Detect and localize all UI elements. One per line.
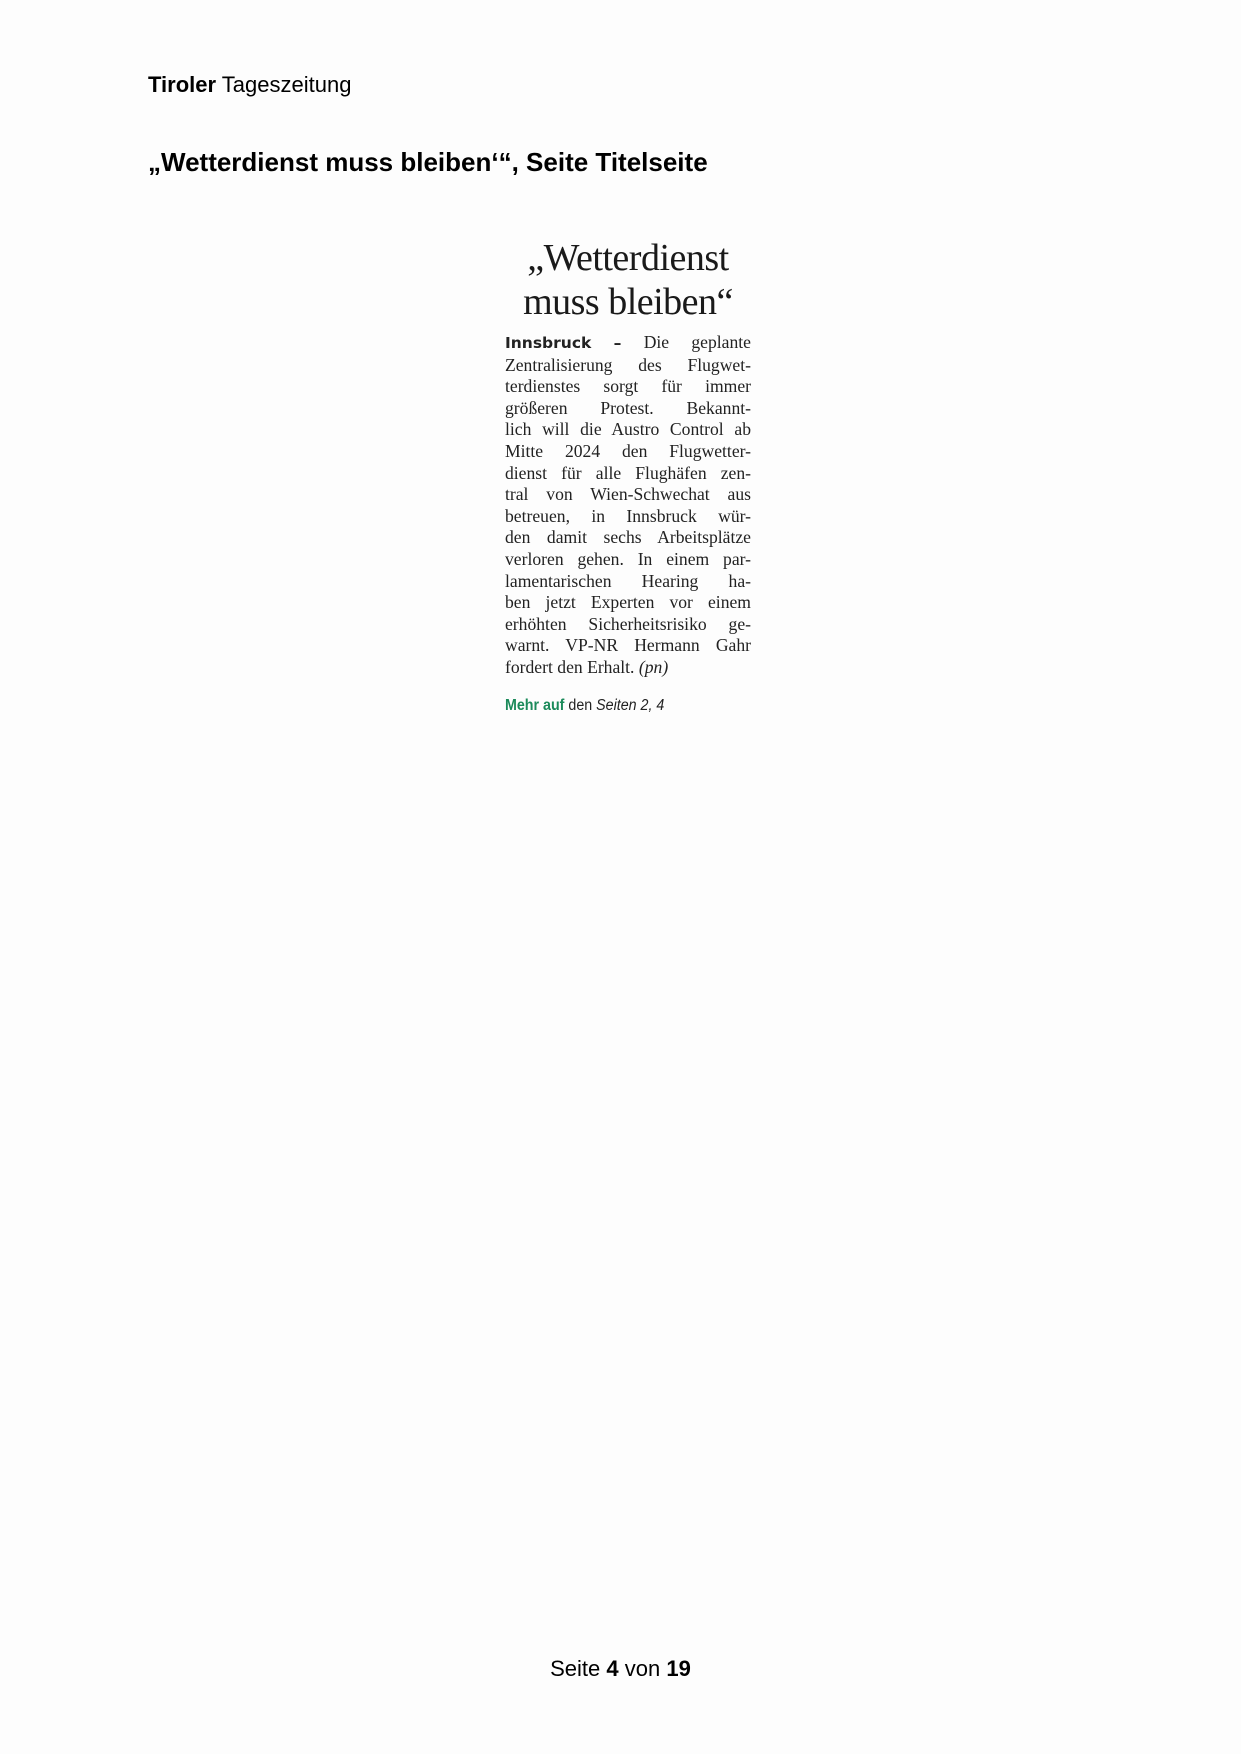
body-line: Zentralisierung des Flugwet- [505,354,751,375]
more-on-pages [505,697,731,715]
body-line: Mitte 2024 den Flugwetter- [505,440,751,461]
body-line: terdienstes sorgt für immer [505,376,751,397]
body-line-final [505,657,751,679]
body-line: warnt. VP-NR Hermann Gahr [505,635,751,656]
body-line: betreuen, in Innsbruck wür- [505,505,751,526]
article-body [505,332,751,679]
body-line: größeren Protest. Bekannt- [505,397,751,418]
headline-line-1: „Wetterdienst [527,237,729,279]
publication-header [148,72,351,98]
footer-page-number: 4 [606,1656,619,1681]
dateline: Innsbruck [505,334,592,352]
footer-prefix: Seite [550,1656,601,1681]
article-clipping [505,236,751,715]
body-line-text: Die geplante [643,332,751,352]
author-initials: (pn) [638,656,669,677]
body-line: erhöhten Sicherheitsrisiko ge- [505,613,751,634]
footer-page-total: 19 [666,1656,691,1681]
more-pages: Seiten 2, 4 [596,696,665,714]
body-line: tral von Wien-Schwechat aus [505,484,751,505]
body-line [505,332,751,355]
body-line: dienst für alle Flughäfen zen- [505,462,751,483]
body-line: verloren gehen. In einem par- [505,548,751,569]
body-line: lich will die Austro Control ab [505,419,751,440]
article-headline [505,236,751,324]
page-footer [0,1656,1241,1682]
brand-name-regular: Tageszeitung [221,72,352,97]
more-highlight: Mehr auf [505,696,565,714]
headline-line-2: muss bleiben“ [523,281,733,323]
body-line-text: fordert den Erhalt. [505,656,635,677]
dateline-dash: – [613,334,622,352]
body-line: lamentarischen Hearing ha- [505,570,751,591]
document-title: „Wetterdienst muss bleiben‘“, Seite Titelseite [148,147,708,177]
body-line: ben jetzt Experten vor einem [505,592,751,613]
footer-of: von [624,1656,661,1681]
brand-name-bold: Tiroler [148,72,217,97]
body-line: den damit sechs Arbeitsplätze [505,527,751,548]
more-mid: den [568,696,593,714]
